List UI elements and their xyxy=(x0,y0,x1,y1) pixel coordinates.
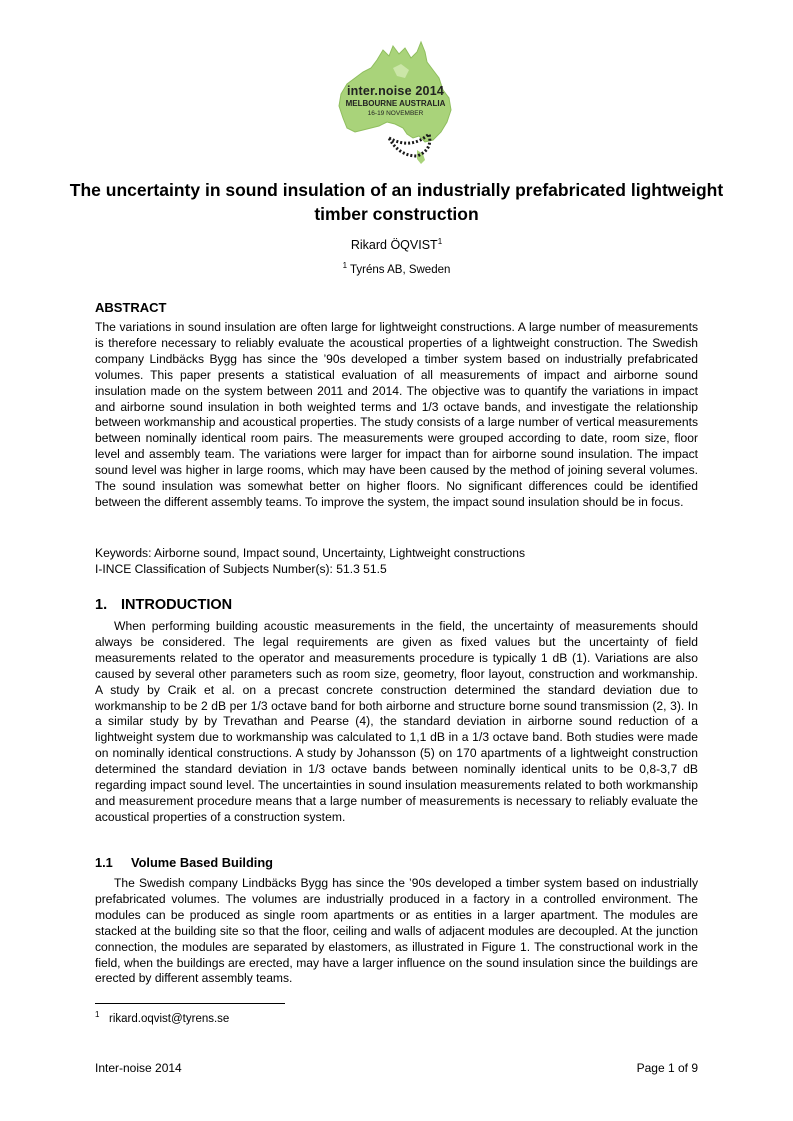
footnote: $^1$ rikard.oqvist@tyrens.se xyxy=(95,1010,230,1025)
introduction-text: When performing building acoustic measurements in the field, the uncertainty of measurements should always be considered. The legal requirements are given as fixed values but the uncertainty of field measurements related to the operator and measurements procedure is typically 1 dB (1). Variations are also caused by several other parameters such as room size, geometry, floor layout, construction and workmanship. A study by Craik et al. on a precast concrete construction determined the standard deviation due to workmanship to be 2 dB per 1/3 octave band for both airborne and structure borne sound transmission (2, 3). In a similar study by by Trevathan and Pearse (4), the standard deviation in airborne sound reduction of a lightweight system due to workmanship was calculated to 1,1 dB in a 1/3 octave band. Both studies were made on nominally identical constructions. A study by Johansson (5) on 170 apartments of a lightweight construction determined the standard deviation in 1/3 octave bands between nominally identical units to be 0,8-3,7 dB regarding impact sound level. The uncertainties in sound insulation measurements related to both workmanship and measurement procedure means that a large number of measurements is necessary to reliably evaluate the acoustical properties of a construction system. xyxy=(95,619,698,824)
volume-based-building-text: The Swedish company Lindbäcks Bygg has since the ’90s developed a timber system based on industrially prefabricated volumes. The volumes are industrially produced in a factory in a controlled environment. The modules can be produced as single room apartments or as entities in a larger apartment. The modules are stacked at the building site so that the floor, ceiling and walls of adjacent modules are decoupled. At the junction connection, the modules are separated by elastomers, as illustrated in Figure 1. The constructional work in the field, when the buildings are erected, may have a larger influence on the sound insulation since the buildings are erected by different assembly teams. xyxy=(95,876,698,986)
footer-page-number: Page 1 of 9 xyxy=(636,1061,698,1075)
abstract-heading: ABSTRACT xyxy=(95,300,167,315)
affiliation-line xyxy=(0,261,793,276)
affiliation-text: Tyréns AB, Sweden xyxy=(350,264,451,276)
affiliation-mark: 1 xyxy=(342,261,348,271)
footnote-divider xyxy=(95,1003,285,1004)
section-1-number: 1. xyxy=(95,597,108,613)
keywords-block xyxy=(95,545,525,577)
author-name: Rikard ÖQVIST xyxy=(350,238,438,252)
abstract-text: The variations in sound insulation are often large for lightweight constructions. A large number of measurements is therefore necessary to reliably evaluate the acoustical properties of a lightweight construction. The Swedish company Lindbäcks Bygg has since the ’90s developed a timber system based on industrially prefabricated volumes. This paper presents a statistical evaluation of all measurements of impact and airborne sound insulation made on the system between 2011 and 2014. The objective was to quantify the variations in impact and airborne sound insulation in both weighted terms and 1/3 octave bands, and investigate the relationship between workmanship and acoustical properties. The study consists of a large number of vertical measurements between nominally identical room pairs. The measurements were grouped according to date, room size, floor level and assembly team. The variations were larger for impact than for airborne sound insulation. The impact sound level was higher in large rooms, which may have been caused by the method of joining several volumes. The sound insulation was somewhat better on higher floors. No significant differences could be identified between the different assembly teams. To improve the system, the impact sound insulation should be in focus. xyxy=(95,320,698,509)
paper-title: The uncertainty in sound insulation of an industrially prefabricated lightweight timber construction xyxy=(69,180,724,224)
section-1-1-heading xyxy=(95,855,273,870)
conference-logo xyxy=(333,38,458,168)
section-1-title: INTRODUCTION xyxy=(121,597,233,613)
keywords: Keywords: Airborne sound, Impact sound, Uncertainty, Lightweight constructions xyxy=(95,546,526,560)
section-1-1-number: 1.1 xyxy=(95,855,113,870)
logo-line-1: inter.noise 2014 xyxy=(347,84,444,98)
logo-line-3: 16-19 NOVEMBER xyxy=(367,110,424,117)
author-mark: 1 xyxy=(437,236,443,246)
author-line xyxy=(0,238,793,252)
classification: I-INCE Classification of Subjects Number(s): 51.3 51.5 xyxy=(95,562,387,576)
section-1-heading xyxy=(95,597,232,613)
section-1-1-title: Volume Based Building xyxy=(131,855,273,870)
footnote-email: rikard.oqvist@tyrens.se xyxy=(109,1013,230,1025)
footer-conference: Inter-noise 2014 xyxy=(95,1061,182,1075)
logo-line-2: MELBOURNE AUSTRALIA xyxy=(345,99,446,108)
